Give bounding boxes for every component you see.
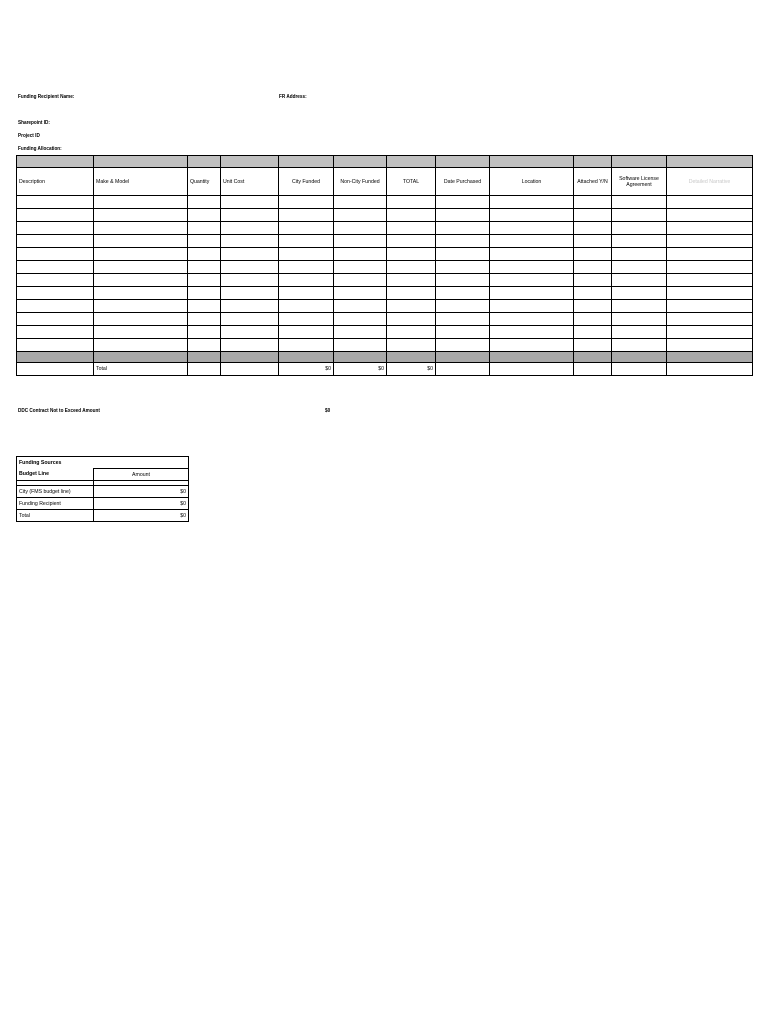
entry-cell[interactable] <box>612 274 667 287</box>
entry-cell[interactable] <box>17 326 94 339</box>
entry-cell[interactable] <box>188 248 221 261</box>
entry-row <box>17 222 753 235</box>
col-location: Location <box>490 168 574 196</box>
entry-cell[interactable] <box>17 287 94 300</box>
entry-cell[interactable] <box>387 222 436 235</box>
entry-cell[interactable] <box>17 196 94 209</box>
entry-cell[interactable] <box>221 209 279 222</box>
entry-cell[interactable] <box>574 222 612 235</box>
entry-cell[interactable] <box>490 261 574 274</box>
col-detailed-narrative: Detailed Narrative <box>667 168 753 196</box>
entry-cell[interactable] <box>188 274 221 287</box>
amount-header: Amount <box>94 469 189 481</box>
entry-cell[interactable] <box>279 300 334 313</box>
entry-cell[interactable] <box>94 222 188 235</box>
entry-cell[interactable] <box>334 196 387 209</box>
entry-cell[interactable] <box>188 209 221 222</box>
entry-cell[interactable] <box>94 339 188 352</box>
entry-cell[interactable] <box>94 274 188 287</box>
entry-cell[interactable] <box>436 196 490 209</box>
entry-cell[interactable] <box>667 248 753 261</box>
entry-cell[interactable] <box>279 209 334 222</box>
entry-cell[interactable] <box>17 248 94 261</box>
funding-sources-title-row <box>17 457 189 469</box>
funding-sources-header-row <box>17 469 189 481</box>
entry-cell[interactable] <box>490 300 574 313</box>
entry-cell[interactable] <box>436 209 490 222</box>
entry-cell[interactable] <box>279 235 334 248</box>
entry-cell[interactable] <box>436 300 490 313</box>
funding-row-amount: $0 <box>94 498 189 510</box>
entry-cell[interactable] <box>334 313 387 326</box>
funding-sources-table <box>16 456 189 522</box>
entry-cell[interactable] <box>188 339 221 352</box>
entry-cell[interactable] <box>490 326 574 339</box>
entry-cell[interactable] <box>279 274 334 287</box>
entry-cell[interactable] <box>279 339 334 352</box>
total-label: Total <box>94 363 188 376</box>
entry-cell[interactable] <box>387 274 436 287</box>
entry-cell[interactable] <box>436 339 490 352</box>
funding-row <box>17 486 189 498</box>
funding-row-amount: $0 <box>94 510 189 522</box>
entry-cell[interactable] <box>612 222 667 235</box>
entry-cell[interactable] <box>667 222 753 235</box>
entry-cell[interactable] <box>221 313 279 326</box>
entry-cell[interactable] <box>188 326 221 339</box>
funding-allocation-label: Funding Allocation: <box>18 146 62 152</box>
entry-cell[interactable] <box>188 300 221 313</box>
entry-cell[interactable] <box>574 248 612 261</box>
funding-sources-title: Funding Sources <box>17 457 189 469</box>
column-header-row <box>17 168 753 196</box>
entry-cell[interactable] <box>490 222 574 235</box>
entry-cell[interactable] <box>667 196 753 209</box>
total-city-funded: $0 <box>279 363 334 376</box>
entry-cell[interactable] <box>612 209 667 222</box>
entry-cell[interactable] <box>612 300 667 313</box>
entry-cell[interactable] <box>612 287 667 300</box>
entry-cell[interactable] <box>574 300 612 313</box>
entry-cell[interactable] <box>221 287 279 300</box>
entry-cell[interactable] <box>667 209 753 222</box>
entry-cell[interactable] <box>436 248 490 261</box>
entry-cell[interactable] <box>221 300 279 313</box>
entry-cell[interactable] <box>221 235 279 248</box>
col-make-model: Make & Model <box>94 168 188 196</box>
entry-cell[interactable] <box>17 209 94 222</box>
entry-cell[interactable] <box>279 287 334 300</box>
funding-row-amount: $0 <box>94 486 189 498</box>
col-date-purchased: Date Purchased <box>436 168 490 196</box>
entry-cell[interactable] <box>279 326 334 339</box>
entry-cell[interactable] <box>574 339 612 352</box>
entry-cell[interactable] <box>387 235 436 248</box>
entry-cell[interactable] <box>667 313 753 326</box>
col-software-license: Software License Agreement <box>612 168 667 196</box>
entry-cell[interactable] <box>221 274 279 287</box>
funding-row-label: Funding Recipient <box>17 498 94 510</box>
entry-cell[interactable] <box>436 313 490 326</box>
entry-cell[interactable] <box>279 248 334 261</box>
entry-cell[interactable] <box>490 339 574 352</box>
entry-rows <box>17 196 753 352</box>
entry-cell[interactable] <box>94 300 188 313</box>
entry-cell[interactable] <box>334 222 387 235</box>
entry-row <box>17 326 753 339</box>
funding-allocation-table <box>16 155 753 376</box>
entry-cell[interactable] <box>334 339 387 352</box>
entry-cell[interactable] <box>94 313 188 326</box>
entry-cell[interactable] <box>490 313 574 326</box>
entry-cell[interactable] <box>17 313 94 326</box>
entry-cell[interactable] <box>612 235 667 248</box>
entry-cell[interactable] <box>188 287 221 300</box>
entry-cell[interactable] <box>490 248 574 261</box>
funding-row-label: Total <box>17 510 94 522</box>
entry-cell[interactable] <box>17 222 94 235</box>
entry-cell[interactable] <box>387 248 436 261</box>
entry-row <box>17 235 753 248</box>
entry-cell[interactable] <box>94 326 188 339</box>
entry-cell[interactable] <box>574 209 612 222</box>
sharepoint-id-label: Sharepoint ID: <box>18 120 50 126</box>
col-total: TOTAL <box>387 168 436 196</box>
entry-cell[interactable] <box>667 274 753 287</box>
entry-cell[interactable] <box>574 196 612 209</box>
entry-cell[interactable] <box>387 313 436 326</box>
entry-cell[interactable] <box>436 222 490 235</box>
entry-cell[interactable] <box>334 248 387 261</box>
entry-cell[interactable] <box>188 196 221 209</box>
entry-cell[interactable] <box>667 261 753 274</box>
col-description: Description <box>17 168 94 196</box>
entry-cell[interactable] <box>574 235 612 248</box>
entry-row <box>17 261 753 274</box>
entry-cell[interactable] <box>574 326 612 339</box>
entry-row <box>17 300 753 313</box>
entry-cell[interactable] <box>490 274 574 287</box>
funding-row <box>17 510 189 522</box>
entry-cell[interactable] <box>387 300 436 313</box>
entry-cell[interactable] <box>436 287 490 300</box>
entry-cell[interactable] <box>667 287 753 300</box>
funding-row <box>17 498 189 510</box>
col-city-funded: City Funded <box>279 168 334 196</box>
entry-cell[interactable] <box>574 287 612 300</box>
entry-cell[interactable] <box>436 326 490 339</box>
entry-cell[interactable] <box>490 287 574 300</box>
funding-row-label: City (FMS budget line) <box>17 486 94 498</box>
entry-cell[interactable] <box>94 287 188 300</box>
entry-cell[interactable] <box>17 339 94 352</box>
entry-cell[interactable] <box>574 261 612 274</box>
total-row <box>17 363 753 376</box>
entry-cell[interactable] <box>279 196 334 209</box>
entry-cell[interactable] <box>221 326 279 339</box>
entry-cell[interactable] <box>490 235 574 248</box>
entry-cell[interactable] <box>17 261 94 274</box>
entry-cell[interactable] <box>94 261 188 274</box>
entry-cell[interactable] <box>612 313 667 326</box>
col-attached: Attached Y/N <box>574 168 612 196</box>
entry-cell[interactable] <box>667 300 753 313</box>
entry-cell[interactable] <box>188 313 221 326</box>
entry-cell[interactable] <box>387 326 436 339</box>
entry-cell[interactable] <box>188 261 221 274</box>
total-non-city-funded: $0 <box>334 363 387 376</box>
entry-row <box>17 248 753 261</box>
entry-cell[interactable] <box>436 261 490 274</box>
entry-cell[interactable] <box>94 235 188 248</box>
entry-cell[interactable] <box>612 196 667 209</box>
entry-cell[interactable] <box>17 300 94 313</box>
entry-cell[interactable] <box>334 287 387 300</box>
entry-cell[interactable] <box>94 209 188 222</box>
entry-cell[interactable] <box>221 339 279 352</box>
entry-row <box>17 313 753 326</box>
entry-cell[interactable] <box>279 222 334 235</box>
entry-cell[interactable] <box>667 339 753 352</box>
col-quantity: Quantity <box>188 168 221 196</box>
entry-row <box>17 274 753 287</box>
entry-cell[interactable] <box>94 248 188 261</box>
entry-cell[interactable] <box>334 274 387 287</box>
entry-row <box>17 196 753 209</box>
entry-cell[interactable] <box>334 261 387 274</box>
recipient-name-label: Funding Recipient Name: <box>18 94 75 100</box>
entry-cell[interactable] <box>221 261 279 274</box>
entry-cell[interactable] <box>612 326 667 339</box>
col-non-city-funded: Non-City Funded <box>334 168 387 196</box>
project-id-label: Project ID <box>18 133 40 139</box>
entry-cell[interactable] <box>221 222 279 235</box>
entry-cell[interactable] <box>387 339 436 352</box>
entry-cell[interactable] <box>667 326 753 339</box>
budget-line-header: Budget Line <box>17 469 94 481</box>
ddc-contract-value: $0 <box>325 408 331 414</box>
entry-cell[interactable] <box>334 326 387 339</box>
entry-cell[interactable] <box>94 196 188 209</box>
entry-cell[interactable] <box>279 313 334 326</box>
entry-cell[interactable] <box>574 274 612 287</box>
entry-cell[interactable] <box>334 209 387 222</box>
entry-cell[interactable] <box>279 261 334 274</box>
entry-cell[interactable] <box>490 196 574 209</box>
separator-row <box>17 352 753 363</box>
entry-cell[interactable] <box>387 196 436 209</box>
ddc-contract-label: DDC Contract Not to Exceed Amount <box>18 408 100 414</box>
total-total: $0 <box>387 363 436 376</box>
entry-cell[interactable] <box>490 209 574 222</box>
entry-cell[interactable] <box>436 274 490 287</box>
entry-cell[interactable] <box>221 248 279 261</box>
entry-cell[interactable] <box>612 261 667 274</box>
entry-cell[interactable] <box>17 235 94 248</box>
entry-cell[interactable] <box>188 235 221 248</box>
entry-cell[interactable] <box>387 209 436 222</box>
fr-address-label: FR Address: <box>279 94 307 100</box>
entry-cell[interactable] <box>387 287 436 300</box>
entry-cell[interactable] <box>387 261 436 274</box>
header-band-row <box>17 156 753 168</box>
entry-cell[interactable] <box>334 300 387 313</box>
entry-cell[interactable] <box>612 339 667 352</box>
entry-cell[interactable] <box>334 235 387 248</box>
entry-row <box>17 209 753 222</box>
entry-cell[interactable] <box>221 196 279 209</box>
entry-cell[interactable] <box>612 248 667 261</box>
entry-row <box>17 287 753 300</box>
entry-cell[interactable] <box>17 274 94 287</box>
entry-cell[interactable] <box>574 313 612 326</box>
entry-cell[interactable] <box>667 235 753 248</box>
col-unit-cost: Unit Cost <box>221 168 279 196</box>
entry-row <box>17 339 753 352</box>
entry-cell[interactable] <box>188 222 221 235</box>
entry-cell[interactable] <box>436 235 490 248</box>
